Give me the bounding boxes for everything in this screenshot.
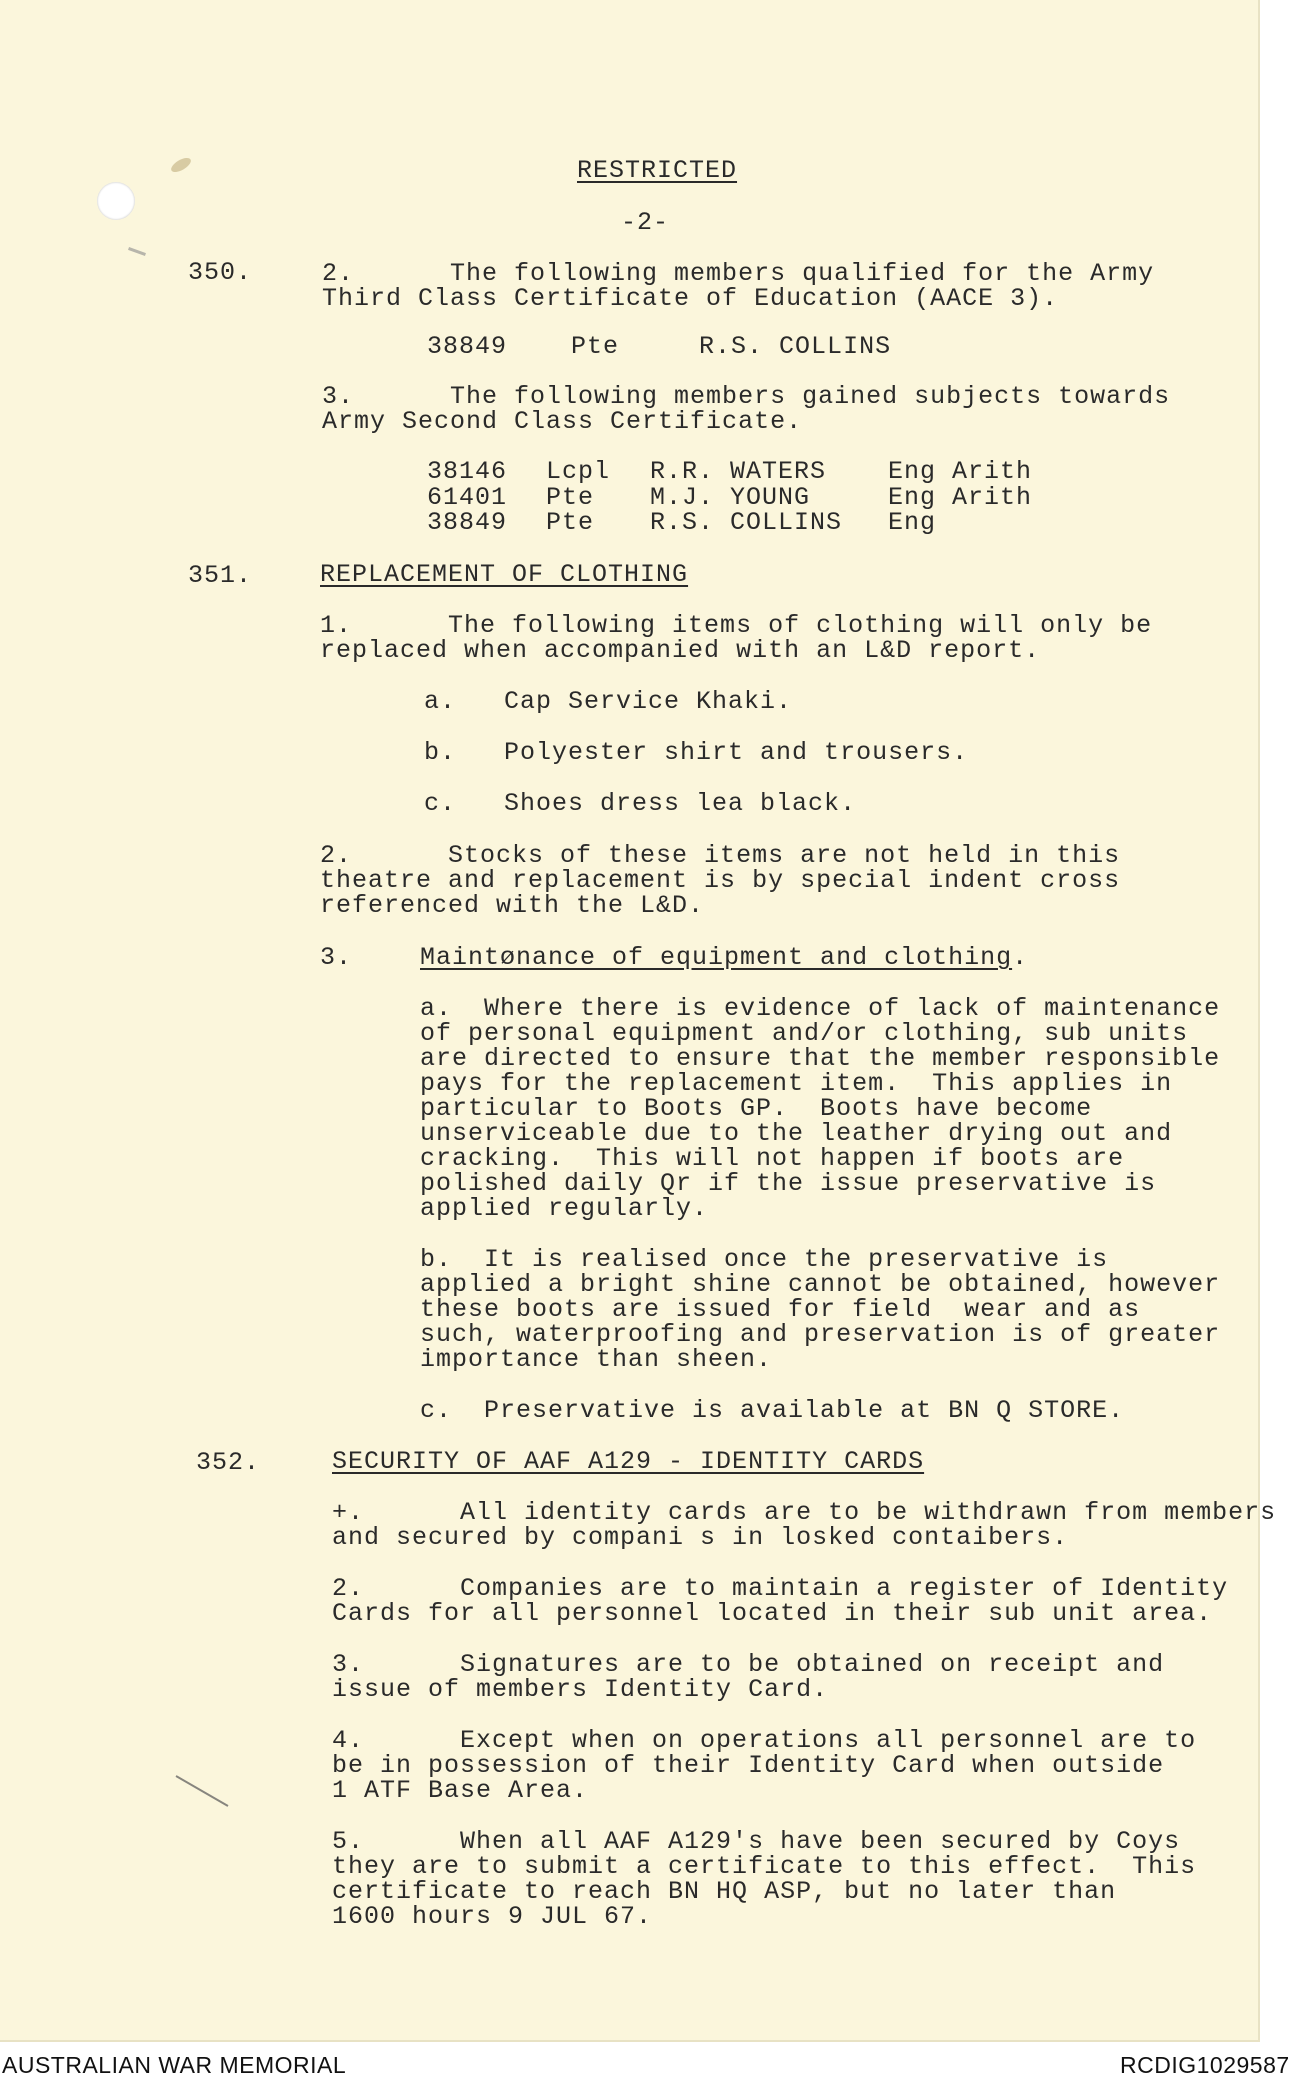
paragraph-line: 1. The following items of clothing will only be [320, 611, 1153, 640]
paragraph-line: 5. When all AAF A129's have been secured by Coys [332, 1827, 1181, 1856]
member-rank: Lcpl [546, 457, 611, 486]
classification-heading: RESTRICTED [577, 156, 738, 185]
member-subjects: Eng [888, 508, 937, 537]
list-item: b. Polyester shirt and trousers. [424, 738, 969, 767]
paragraph-line: Army Second Class Certificate. [322, 407, 803, 436]
paragraph-line: unserviceable due to the leather drying out and [420, 1119, 1173, 1148]
section-number: 352. [196, 1448, 261, 1477]
section-heading: REPLACEMENT OF CLOTHING [320, 560, 689, 589]
paper-mark [176, 1775, 229, 1807]
list-item: c. Shoes dress lea black. [424, 789, 857, 818]
member-name: R.S. COLLINS [650, 508, 843, 537]
paragraph-line: pays for the replacement item. This applies in [420, 1069, 1173, 1098]
paragraph-line: issue of members Identity Card. [332, 1675, 829, 1704]
paragraph-line: b. It is realised once the preservative is [420, 1245, 1109, 1274]
footer-source: AUSTRALIAN WAR MEMORIAL [2, 2052, 347, 2078]
paper-mark [128, 247, 146, 256]
subsection-heading [420, 945, 1028, 970]
paragraph-line: 3. Signatures are to be obtained on receipt and [332, 1650, 1165, 1679]
member-rank: Pte [546, 483, 595, 512]
footer-id: RCDIG1029587 [1120, 2052, 1290, 2078]
paragraph-line: of personal equipment and/or clothing, sub units [420, 1019, 1189, 1048]
paragraph-line: 2. The following members qualified for the Army [322, 259, 1155, 288]
member-number: 38146 [427, 457, 508, 486]
page-number: -2- [621, 208, 670, 237]
punch-hole [97, 182, 135, 220]
section-number: 351. [188, 561, 253, 590]
subsection-heading-text: Maintønance of equipment and clothing [420, 943, 1013, 972]
paragraph-line: 4. Except when on operations all personnel are to [332, 1726, 1197, 1755]
paragraph-line: applied a bright shine cannot be obtained, however [420, 1270, 1221, 1299]
member-row: 38849 Pte R.S. COLLINS [427, 332, 892, 361]
member-name: R.R. WATERS [650, 457, 827, 486]
paragraph-line: 3. The following members gained subjects towards [322, 382, 1171, 411]
paragraph-line: +. All identity cards are to be withdrawn from members [332, 1498, 1277, 1527]
paragraph-line: they are to submit a certificate to this effect. This [332, 1852, 1197, 1881]
paragraph-line: applied regularly. [420, 1194, 709, 1223]
paragraph-line: replaced when accompanied with an L&D report. [320, 636, 1041, 665]
paragraph-line: Third Class Certificate of Education (AACE 3). [322, 284, 1059, 313]
paragraph-line: theatre and replacement is by special indent cross [320, 866, 1121, 895]
paragraph-line: Cards for all personnel located in their sub unit area. [332, 1599, 1213, 1628]
section-number: 350. [188, 258, 253, 287]
paragraph-line: importance than sheen. [420, 1345, 773, 1374]
paragraph-line: such, waterproofing and preservation is of greater [420, 1320, 1221, 1349]
paragraph-line: referenced with the L&D. [320, 891, 705, 920]
member-name: M.J. YOUNG [650, 483, 811, 512]
member-subjects: Eng Arith [888, 457, 1033, 486]
paragraph-line: cracking. This will not happen if boots are [420, 1144, 1125, 1173]
paragraph-line: these boots are issued for field wear and as [420, 1295, 1141, 1324]
member-rank: Pte [546, 508, 595, 537]
paragraph-line: 2. Stocks of these items are not held in this [320, 841, 1121, 870]
paragraph-line: be in possession of their Identity Card when outside [332, 1751, 1165, 1780]
paragraph-line: c. Preservative is available at BN Q STORE. [420, 1396, 1125, 1425]
list-item: a. Cap Service Khaki. [424, 687, 793, 716]
paper-stain [169, 155, 193, 175]
paragraph-line: 1 ATF Base Area. [332, 1776, 589, 1805]
paragraph-number: 3. [320, 943, 353, 972]
member-number: 61401 [427, 483, 508, 512]
section-heading: SECURITY OF AAF A129 - IDENTITY CARDS [332, 1447, 925, 1476]
member-number: 38849 [427, 508, 508, 537]
paragraph-line: particular to Boots GP. Boots have become [420, 1094, 1093, 1123]
member-subjects: Eng Arith [888, 483, 1033, 512]
paragraph-line: polished daily Qr if the issue preservative is [420, 1169, 1157, 1198]
paragraph-line: certificate to reach BN HQ ASP, but no later than [332, 1877, 1117, 1906]
paragraph-line: and secured by compani s in losked contaibers. [332, 1523, 1069, 1552]
subsection-heading-end: . [1012, 943, 1029, 972]
paragraph-line: 2. Companies are to maintain a register of Identity [332, 1574, 1229, 1603]
paragraph-line: 1600 hours 9 JUL 67. [332, 1902, 653, 1931]
paragraph-line: a. Where there is evidence of lack of maintenance [420, 994, 1221, 1023]
paragraph-line: are directed to ensure that the member responsible [420, 1044, 1221, 1073]
